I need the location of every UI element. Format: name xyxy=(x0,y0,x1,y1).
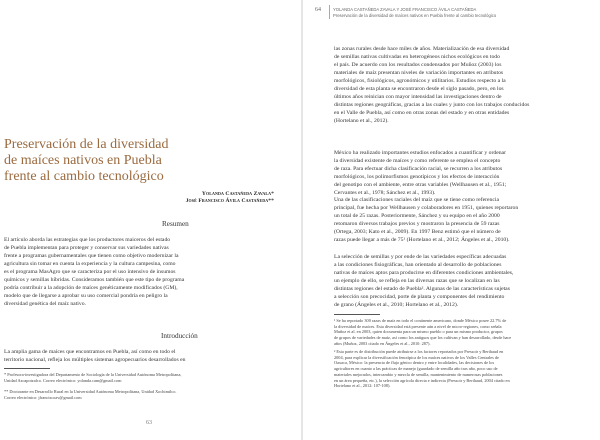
text-line: morfológicos, fisiológicos, agronómicos y utilitarios. Estudios respecto a la xyxy=(334,78,506,85)
text-line: químicos y semillas híbridas. Consideramos también que este tipo de programa xyxy=(4,277,185,284)
text-line: razas puede llegar a más de 75¹ (Hortelano et al., 2012; Ángeles et al., 2010). xyxy=(334,237,510,244)
footnote-line: ¹ Se ha reportado 300 razas de maíz en todo el continente americano, donde México posee 22.7% de xyxy=(334,318,507,323)
text-line: agricultura sin tomar en cuenta la experiencia y la cultura campesina, como xyxy=(4,261,176,268)
author-1: Yolanda Castañeda Zavala* xyxy=(201,191,274,197)
text-line: territorio nacional, refleja los múltiples sistemas agropecuarios desarrollados en xyxy=(4,357,186,364)
footnote-line: Unidad Azcapotzalco. Correo electrónico: yolanda.cam@gmail.com xyxy=(4,377,122,383)
text-line: de Puebla implementan para proteger y conservar sus variedades nativas xyxy=(4,245,169,252)
footnote-line: materiales mejorados, intercambio y mezcla de semilla, mantenimiento de numerosas poblaciones xyxy=(334,371,503,377)
text-line: distintas regiones geográficas, gracias a las cuales y junto con los trabajos conducidos xyxy=(334,102,530,109)
text-line: diversidad genética del maíz nativo. xyxy=(4,301,86,308)
text-line: es el programa MasAgro que se caracteriza por el uso intensivo de insumos xyxy=(4,269,176,276)
footnote-2 xyxy=(4,389,279,400)
text-line: a selección son precocidad, porte de planta y componentes del rendimiento xyxy=(334,294,505,301)
footnote-line: la diversidad de maíces. Esta diversidad está presente aún a nivel de micro-regiones, como señala xyxy=(334,323,502,329)
text-line: un ejemplo de ello, se refleja en las diversas razas que se localizan en las xyxy=(334,278,500,285)
body-paragraph-2 xyxy=(334,149,597,197)
text-line: de grano (Ángeles et al., 2010; Hortelano et al., 2012). xyxy=(334,302,459,309)
text-line: distintas regiones del estado de Puebla². Algunas de las características sujetas xyxy=(334,286,510,293)
text-line: materiales de maíz presentan niveles de variación importantes en atributos xyxy=(334,70,504,77)
text-line: (Hortelano et al., 2012). xyxy=(334,118,389,125)
footnote-line: ** Doctorante en Desarrollo Rural en la Universidad Autónoma Metropolitana, Unidad Xochimilco. xyxy=(4,389,177,394)
text-line: podría contribuir a la adopción de maíces genéticamente modificados (GM), xyxy=(4,285,178,292)
title-line: Preservación de la diversidad xyxy=(4,137,169,152)
body-paragraph-1 xyxy=(334,45,597,125)
author-2: José Francisco Ávila Castañeda** xyxy=(185,198,274,204)
resumen-heading: Resumen xyxy=(162,220,189,228)
text-line: La amplia gama de maíces que encontramos en Puebla, así como en todo el xyxy=(4,349,176,355)
text-line: retomaron diversos trabajos previos y mostraron la presencia de 59 razas xyxy=(334,221,500,228)
footnote-1 xyxy=(334,318,597,347)
page-number: 63 xyxy=(146,420,152,426)
title-line: de maíces nativos en Puebla xyxy=(4,153,162,168)
text-line: El artículo aborda las estrategias que los productores maiceros del estado xyxy=(4,237,171,243)
footnote-line: Hortelano et al., 2012: 107-108). xyxy=(334,383,391,389)
footnote-line: años (Muñoz, 2003 citado en Ángeles et al., 2010: 287). xyxy=(334,340,431,346)
right-page xyxy=(303,0,600,440)
text-line: el país. De acuerdo con los resultados condensados por Muñoz (2003) los xyxy=(334,62,502,69)
footnote-2 xyxy=(334,349,597,389)
text-line: de semillas nativas cultivadas en heterogéneos nichos ecológicos en todo xyxy=(334,54,500,61)
footnote-line: Correo electrónico: jfranciscoav@gmail.com xyxy=(4,394,82,400)
text-line: últimos años reinician con mayor intensidad las investigaciones dentro de xyxy=(334,94,502,101)
text-line: México ha realizado importantes estudios enfocados a cuantificar y ordenar xyxy=(334,150,506,156)
text-line: a las condiciones fisiográficas, han orientado al desarrollo de poblaciones xyxy=(334,262,502,269)
running-head-authors: YOLANDA CASTAÑEDA ZAVALA Y JOSÉ FRANCISCO ÁVILA CASTAÑEDA xyxy=(333,7,477,12)
text-line: en el Valle de Puebla, así como en otras zonas del estado y en otras entidades xyxy=(334,110,510,117)
text-line: las zonas rurales desde hace miles de años. Materialización de esa diversidad xyxy=(334,46,510,52)
page-number: 64 xyxy=(315,7,321,13)
intro-paragraph xyxy=(4,348,274,364)
footnote-line: ² Esta parte es de distribución puede atribuirse a los factores reportados por Pressoir y Berthaud en xyxy=(334,349,504,354)
text-line: frente a programas gubernamentales que tienen como objetivo modernizar la xyxy=(4,253,179,260)
body-paragraph-3 xyxy=(334,196,597,244)
running-head-divider xyxy=(329,5,330,19)
text-line: (Ortega, 2003; Kato et al., 2009). En 1997 Benz estimó que el número de xyxy=(334,229,501,236)
text-line: un total de 25 razas. Posteriormente, Sánchez y su equipo en el año 2000 xyxy=(334,213,500,220)
text-line: modelo que de llegarse a aprobar su uso comercial pondría en peligro la xyxy=(4,293,168,300)
text-line: Cervantes et al., 1978; Sánchez et al., 1993). xyxy=(334,190,436,197)
article-title xyxy=(4,137,194,185)
text-line: Una de las clasificaciones raciales del maíz que se tiene como referencia xyxy=(334,197,500,203)
text-line: morfológicos, los polimorfismos genotípicos y los efectos de interacción xyxy=(334,174,500,181)
footnote-line: Muñoz et al. en 2003, quien documenta para un mismo pueblo o para un mismo productor, grupos xyxy=(334,329,503,335)
text-line: diversidad de esta planta se encontraron desde el siglo pasado, pero, en los xyxy=(334,86,504,93)
footnote-rule xyxy=(4,368,50,369)
text-line: principal, fue hecha por Wellhausen y colaboradores en 1951, quienes reportaron xyxy=(334,205,519,212)
intro-heading: Introducción xyxy=(161,332,198,340)
footnote-1 xyxy=(4,372,279,383)
text-line: del genotipo con el ambiente, entre otras variables (Wellhausen et al., 1951; xyxy=(334,182,507,189)
text-line: La selección de semillas y por ende de las variedades específicas adecuadas xyxy=(334,254,507,260)
footnote-line: en un área pequeña, etc.), la selección agrícola directa e indirecta (Pressoir y Berthaud, 2004 citado en xyxy=(334,377,510,383)
footnote-line: agricultores en cuanto a las prácticas de manejo (guardado de semilla año tras año, poco uso de xyxy=(334,366,498,372)
footnote-line: 2004, para explicar la diversificación fenotípica de los maíces nativos de los Valles Centrales de xyxy=(334,354,499,360)
footnote-rule xyxy=(334,314,380,315)
running-head-title: Preservación de la diversidad de maíces nativos en Puebla frente al cambio tecnológico xyxy=(333,13,497,18)
title-line: frente al cambio tecnológico xyxy=(4,169,164,184)
body-paragraph-4 xyxy=(334,253,597,309)
footnote-line: Oaxaca, México: la presencia de flujo génico dentro y entre localidades, las decisiones de los xyxy=(334,360,495,366)
text-line: de raza. Para efectuar dicha clasificación racial, se recurren a los atributos xyxy=(334,166,503,173)
text-line: nativas de maíces aptos para producirse en diferentes condiciones ambientales, xyxy=(334,270,514,277)
footnote-line: * Profesora-investigadora del Departamento de Sociología de la Universidad Autónoma Metropolitana, xyxy=(4,372,182,377)
footnote-line: de grupos de variedades de maíz, así como los antiguos que los cultivan y han desarrollado, desde hace xyxy=(334,335,512,341)
text-line: la diversidad existente de maíces y como referente se emplea el concepto xyxy=(334,158,501,165)
resumen-paragraph xyxy=(4,236,274,308)
